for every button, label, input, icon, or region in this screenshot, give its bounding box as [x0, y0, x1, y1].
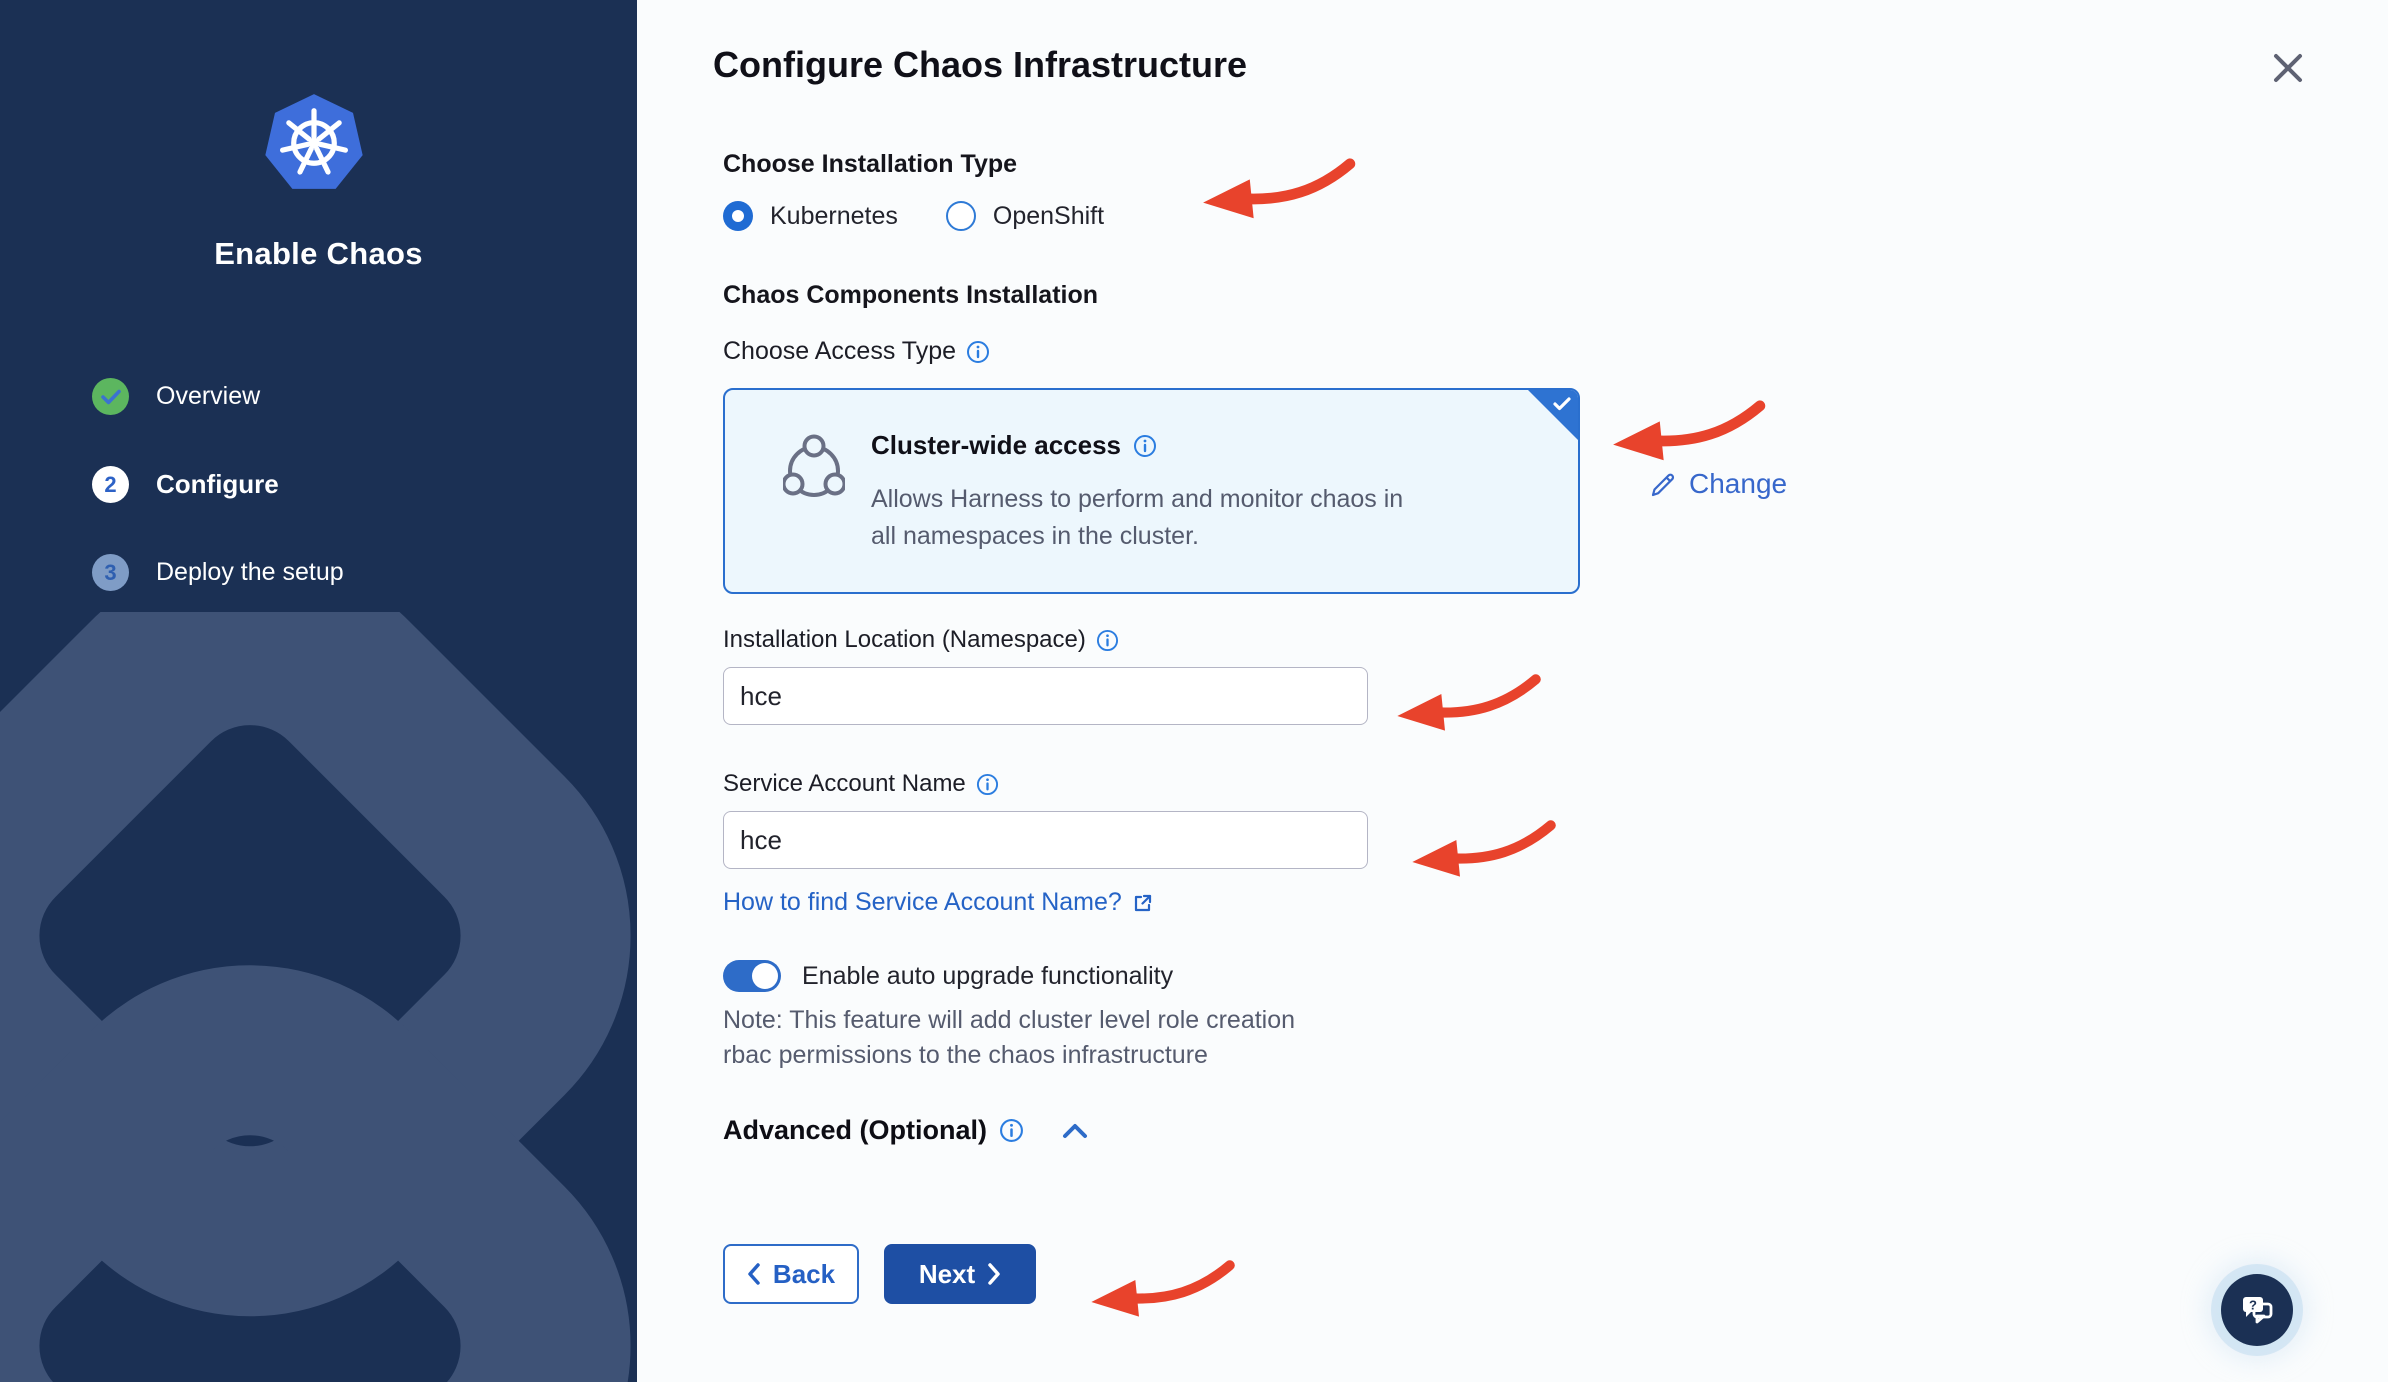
advanced-section-header[interactable]: Advanced (Optional)	[723, 1115, 1663, 1146]
chevron-up-icon[interactable]	[1062, 1123, 1088, 1139]
kubernetes-logo-icon	[262, 92, 366, 196]
step-configure[interactable]	[92, 466, 344, 503]
check-icon	[1553, 397, 1571, 412]
configure-dialog	[637, 0, 2388, 1382]
auto-upgrade-row	[723, 960, 1663, 992]
next-button[interactable]: Next	[884, 1244, 1036, 1304]
cluster-access-icon	[783, 434, 845, 502]
selected-badge	[1528, 390, 1578, 440]
step-deploy[interactable]	[92, 554, 344, 591]
auto-upgrade-label: Enable auto upgrade functionality	[802, 961, 1174, 990]
wizard-steps	[92, 378, 344, 642]
step-label: Configure	[156, 469, 279, 499]
step-label: Deploy the setup	[156, 558, 344, 586]
cluster-wide-access-card[interactable]	[723, 388, 1580, 594]
dialog-title: Configure Chaos Infrastructure	[713, 44, 1248, 85]
components-heading: Chaos Components Installation	[723, 281, 1099, 309]
service-account-input[interactable]	[723, 811, 1368, 869]
service-account-help-link[interactable]: How to find Service Account Name?	[723, 888, 1154, 917]
step-done-circle	[92, 378, 129, 415]
setup-sidebar	[0, 0, 637, 1382]
installation-type-radios	[723, 201, 1663, 231]
info-icon[interactable]	[999, 1118, 1024, 1143]
info-icon[interactable]	[1096, 629, 1119, 652]
info-icon[interactable]	[1133, 434, 1157, 458]
wizard-title: Enable Chaos	[214, 236, 423, 271]
close-icon[interactable]	[2270, 50, 2306, 86]
dialog-actions	[723, 1244, 1663, 1304]
harness-watermark-icon	[0, 612, 637, 1382]
help-chat-icon	[2237, 1290, 2277, 1330]
auto-upgrade-note: Note: This feature will add cluster level role creation rbac permissions to the chaos infrastructure	[723, 1006, 1296, 1069]
access-card-title: Cluster-wide access	[871, 430, 1122, 460]
help-chat-button[interactable]	[2221, 1274, 2293, 1346]
installation-type-label: Choose Installation Type	[723, 150, 1018, 178]
info-icon[interactable]	[976, 773, 999, 796]
back-button[interactable]: Back	[723, 1244, 859, 1304]
radio-kubernetes[interactable]: Kubernetes	[723, 201, 898, 231]
edit-pencil-icon	[1649, 470, 1677, 498]
info-icon[interactable]	[966, 340, 990, 364]
access-type-label: Choose Access Type	[723, 337, 1663, 366]
dialog-content	[723, 150, 1663, 1304]
step-overview[interactable]	[92, 378, 344, 415]
radio-unselected-icon	[946, 201, 976, 231]
chevron-left-icon	[747, 1262, 761, 1286]
service-account-label: Service Account Name	[723, 770, 1663, 798]
radio-selected-icon	[723, 201, 753, 231]
external-link-icon	[1132, 892, 1154, 914]
auto-upgrade-toggle[interactable]	[723, 960, 781, 992]
check-icon	[101, 389, 121, 405]
access-card-description: Allows Harness to perform and monitor chaos in all namespaces in the cluster.	[871, 485, 1404, 550]
step-number-circle: 3	[92, 554, 129, 591]
radio-openshift[interactable]: OpenShift	[946, 201, 1104, 231]
step-number-circle: 2	[92, 466, 129, 503]
namespace-label: Installation Location (Namespace)	[723, 626, 1663, 654]
chevron-right-icon	[987, 1262, 1001, 1286]
step-label: Overview	[156, 382, 261, 410]
namespace-input[interactable]	[723, 667, 1368, 725]
change-access-link[interactable]: Change	[1649, 468, 1787, 500]
svg-text:?: ?	[2249, 1297, 2257, 1313]
